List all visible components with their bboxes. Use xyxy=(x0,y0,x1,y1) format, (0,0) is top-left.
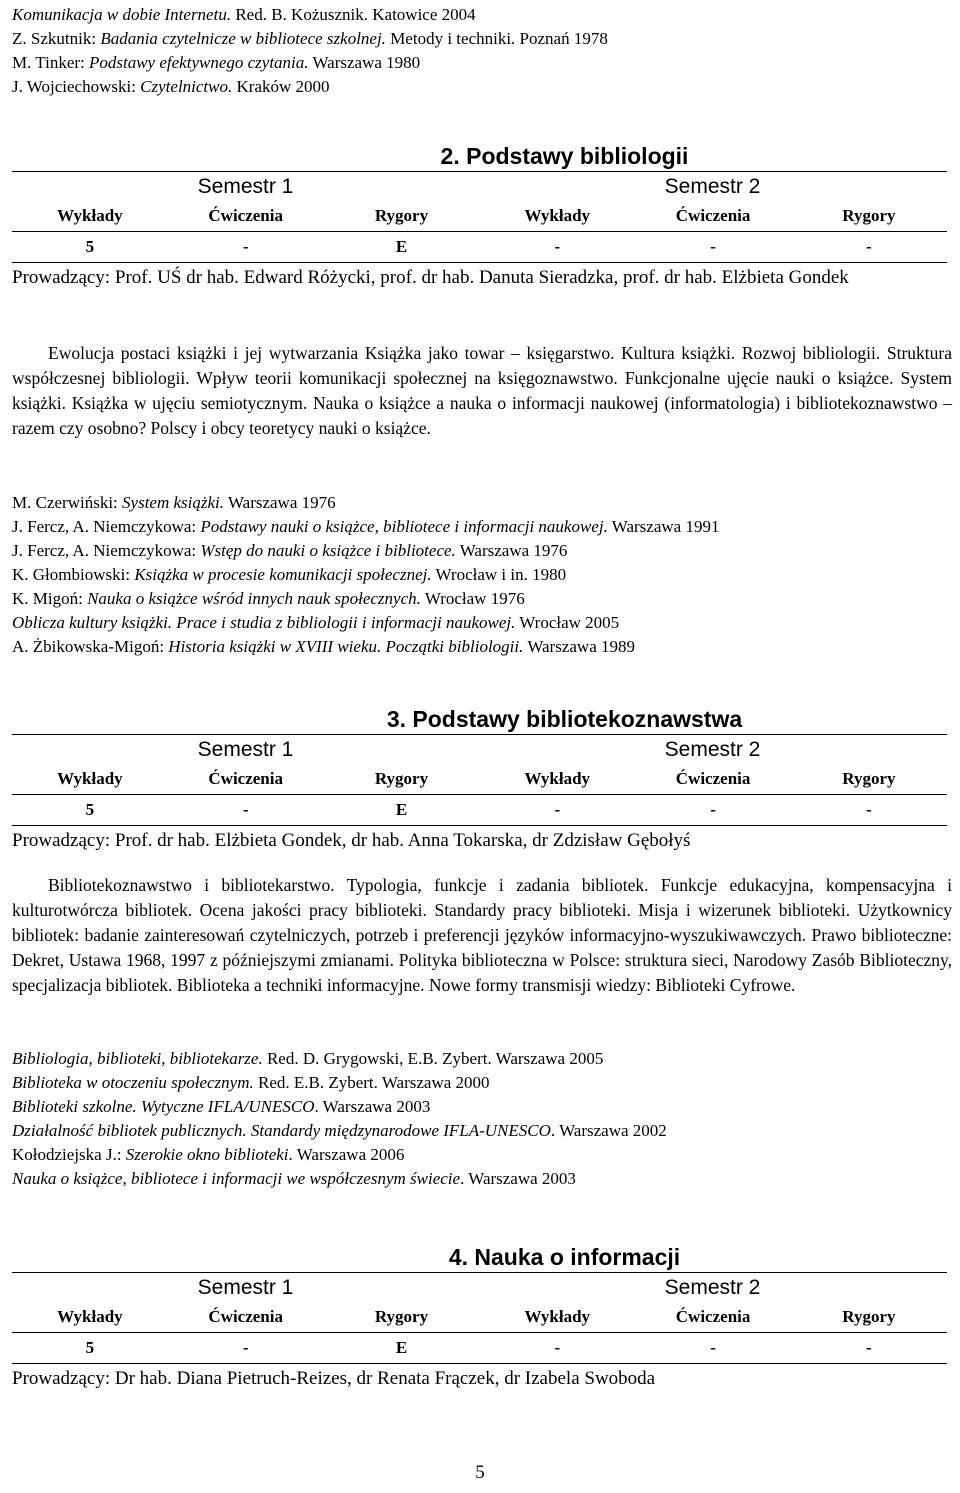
value-cell: 5 xyxy=(85,237,95,256)
value-cell: - xyxy=(866,237,872,256)
bib-entry: K. Migoń: Nauka o książce wśród innych nauk społecznych. Wrocław 1976 xyxy=(12,589,525,608)
value-cell: - xyxy=(710,1338,716,1357)
bib-entry: M. Tinker: Podstawy efektywnego czytania. Warszawa 1980 xyxy=(12,53,421,72)
header-cell: Ćwiczenia xyxy=(675,1307,751,1326)
header-row xyxy=(12,1302,947,1333)
value-cell: - xyxy=(242,1338,249,1357)
value-row xyxy=(12,795,947,825)
course-description: Ewolucja postaci książki i jej wytwarzania Książka jako towar – księgarstwo. Kultura książki. Rozwoj bibliologii. Struktura współczesnej bibliologii. Wpływ teorii komunikacji społecznej na księgoznawstwo. Funkcjonalne ujęcie nauki o książce. System książki. Książka w ujęciu semiotycznym. Nauka o książce a nauka o informacji naukowej (informatologia) i bibliotekoznawstwo – razem czy osobno? Polscy i obcy teoretycy nauki o książce. xyxy=(12,343,952,438)
header-cell: Ćwiczenia xyxy=(208,1307,283,1326)
bib-entry: K. Głombiowski: Książka w procesie komunikacji społecznej. Wrocław i in. 1980 xyxy=(12,565,567,584)
value-cell: - xyxy=(710,800,716,819)
value-cell: E xyxy=(395,800,408,819)
value-cell: E xyxy=(395,237,408,256)
bib-entry: Oblicza kultury książki. Prace i studia z bibliologii i informacji naukowej. Wrocław 2005 xyxy=(12,613,620,632)
header-cell: Rygory xyxy=(374,1307,429,1326)
value-row xyxy=(12,1333,947,1363)
bib-entry: Komunikacja w dobie Internetu. Red. B. Kożusznik. Katowice 2004 xyxy=(12,5,476,24)
semester-1-label: Semestr 1 xyxy=(197,174,294,198)
course-table xyxy=(12,171,947,263)
semester-1-label: Semestr 1 xyxy=(197,1275,294,1299)
header-cell: Ćwiczenia xyxy=(208,769,283,788)
value-row xyxy=(12,232,947,262)
section-title: 4. Nauka o informacji xyxy=(448,1244,681,1270)
header-row xyxy=(12,764,947,795)
header-cell: Ćwiczenia xyxy=(675,206,751,225)
value-cell: E xyxy=(395,1338,408,1357)
course-table xyxy=(12,1272,947,1364)
header-cell: Wykłady xyxy=(57,1307,123,1326)
value-cell: - xyxy=(554,1338,561,1357)
value-cell: - xyxy=(554,237,561,256)
lecturers: Prowadzący: Prof. dr hab. Elżbieta Gondek, dr hab. Anna Tokarska, dr Zdzisław Gębołyś xyxy=(12,830,691,851)
bib-entry: Biblioteka w otoczeniu społecznym. Red. E.B. Zybert. Warszawa 2000 xyxy=(12,1073,490,1092)
header-row xyxy=(12,201,947,232)
section-podstawy-bibliotekoznawstwa xyxy=(12,704,947,853)
semester-1-label: Semestr 1 xyxy=(197,737,294,761)
value-cell: - xyxy=(866,1338,872,1357)
semester-2-label: Semestr 2 xyxy=(664,174,761,198)
bib-entry: A. Żbikowska-Migoń: Historia książki w XVIII wieku. Początki bibliologii. Warszawa 1989 xyxy=(12,637,635,656)
header-cell: Ćwiczenia xyxy=(675,769,751,788)
value-cell: - xyxy=(554,800,561,819)
bib-entry: Biblioteki szkolne. Wytyczne IFLA/UNESCO. Warszawa 2003 xyxy=(12,1097,431,1116)
header-cell: Rygory xyxy=(842,1307,896,1326)
header-cell: Rygory xyxy=(374,769,429,788)
value-cell: - xyxy=(242,237,249,256)
header-cell: Ćwiczenia xyxy=(208,206,283,225)
value-cell: 5 xyxy=(85,1338,95,1357)
header-cell: Wykłady xyxy=(524,206,591,225)
page-number: 5 xyxy=(475,1462,485,1483)
value-cell: - xyxy=(866,800,872,819)
semester-row xyxy=(12,172,947,201)
semester-row xyxy=(12,1273,947,1302)
header-cell: Rygory xyxy=(842,206,896,225)
section-title: 2. Podstawy bibliologii xyxy=(440,143,689,169)
header-cell: Rygory xyxy=(842,769,896,788)
semester-2-label: Semestr 2 xyxy=(664,737,761,761)
section-bibliography xyxy=(12,491,719,659)
header-cell: Wykłady xyxy=(57,206,123,225)
lecturers: Prowadzący: Dr hab. Diana Pietruch-Reizes, dr Renata Frączek, dr Izabela Swoboda xyxy=(12,1368,656,1389)
bib-entry: J. Fercz, A. Niemczykowa: Podstawy nauki o książce, bibliotece i informacji naukowej. Warszawa 1991 xyxy=(12,517,720,536)
header-cell: Wykłady xyxy=(57,769,123,788)
bib-entry: M. Czerwiński: System książki. Warszawa 1976 xyxy=(12,493,336,512)
course-table xyxy=(12,734,947,826)
bib-entry: Bibliologia, biblioteki, bibliotekarze. Red. D. Grygowski, E.B. Zybert. Warszawa 2005 xyxy=(12,1049,604,1068)
section-bibliography xyxy=(12,1047,667,1191)
header-cell: Wykłady xyxy=(524,1307,591,1326)
top-bibliography xyxy=(12,3,608,99)
section-title: 3. Podstawy bibliotekoznawstwa xyxy=(386,706,743,732)
section-podstawy-bibliologii xyxy=(12,141,947,290)
bib-entry: Z. Szkutnik: Badania czytelnicze w bibliotece szkolnej. Metody i techniki. Poznań 1978 xyxy=(12,29,608,48)
value-cell: 5 xyxy=(85,800,95,819)
bib-entry: Nauka o książce, bibliotece i informacji we współczesnym świecie. Warszawa 2003 xyxy=(12,1169,576,1188)
semester-row xyxy=(12,735,947,764)
semester-2-label: Semestr 2 xyxy=(664,1275,761,1299)
bib-entry: J. Wojciechowski: Czytelnictwo. Kraków 2000 xyxy=(12,77,330,96)
section-nauka-o-informacji xyxy=(12,1242,947,1391)
header-cell: Wykłady xyxy=(524,769,591,788)
bib-entry: Działalność bibliotek publicznych. Standardy międzynarodowe IFLA-UNESCO. Warszawa 2002 xyxy=(12,1121,667,1140)
lecturers: Prowadzący: Prof. UŚ dr hab. Edward Różycki, prof. dr hab. Danuta Sieradzka, prof. dr hab. Elżbieta Gondek xyxy=(12,267,849,288)
value-cell: - xyxy=(710,237,716,256)
header-cell: Rygory xyxy=(374,206,429,225)
bib-entry: Kołodziejska J.: Szerokie okno biblioteki. Warszawa 2006 xyxy=(12,1145,405,1164)
value-cell: - xyxy=(242,800,249,819)
course-description: Bibliotekoznawstwo i bibliotekarstwo. Typologia, funkcje i zadania bibliotek. Funkcje edukacyjna, kompensacyjna i kulturotwórcza bibliotek. Ocena jakości pracy biblioteki. Standardy pracy biblioteki. Misja i wizerunek biblioteki. Użytkownicy bibliotek: badanie zainteresowań czytelniczych, potrzeb i preferencji języków informacyjno-wyszukiwawczych. Prawo biblioteczne: Dekret, Ustawa 1968, 1997 z późniejszymi zmianami. Polityka biblioteczna w Polsce: struktura sieci, Narodowy Zasób Biblioteczny, specjalizacja bibliotek. Biblioteka a techniki informacyjne. Nowe formy transmisji wiedzy: Biblioteki Cyfrowe. xyxy=(12,875,952,995)
bib-entry: J. Fercz, A. Niemczykowa: Wstęp do nauki o książce i bibliotece. Warszawa 1976 xyxy=(12,541,568,560)
